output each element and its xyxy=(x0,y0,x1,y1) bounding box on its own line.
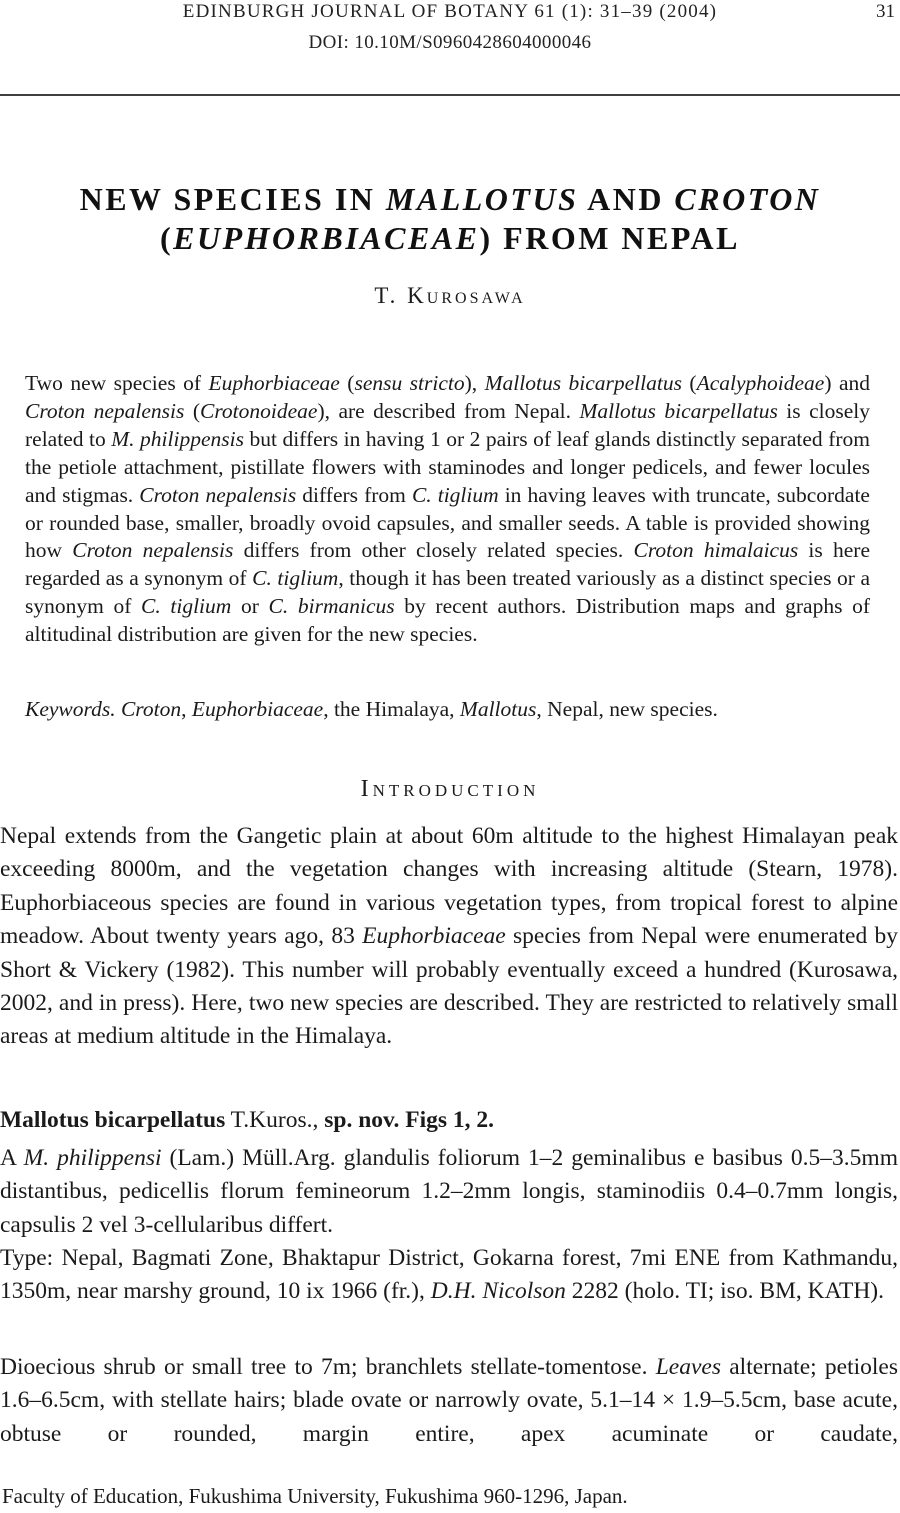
abstract-text: Two new species of Euphorbiaceae (sensu stricto), Mallotus bicarpellatus (Acalyphoideae) and Croton nepalensis (Crotonoideae), are described from Nepal. Mallotus bicarpellatus is closely related to M. philippensis but differs in having 1 or 2 pairs of leaf glands distinctly separated from the petiole attachment, pistillate flowers with staminodes and longer pedicels, and fewer locules and stigmas. Croton nepalensis differs from C. tiglium in having leaves with truncate, subcordate or rounded base, smaller, broadly ovoid capsules, and smaller seeds. A table is provided showing how Croton nepalensis differs from other closely related species. Croton himalaicus is here regarded as a synonym of C. tiglium, though it has been treated variously as a distinct species or a synonym of C. tiglium or C. birmanicus by recent authors. Distribution maps and graphs of altitudinal distribution are given for the new species. xyxy=(25,371,870,647)
page-number: 31 xyxy=(876,1,895,22)
doi-line: DOI: 10.10M/S0960428604000046 xyxy=(308,32,592,53)
keywords-line: Keywords. Croton, Euphorbiaceae, the Himalaya, Mallotus, Nepal, new species. xyxy=(25,697,718,721)
header-divider xyxy=(0,94,900,96)
running-head: EDINBURGH JOURNAL OF BOTANY 61 (1): 31–39 (2004) xyxy=(182,1,718,22)
type-statement: Type: Nepal, Bagmati Zone, Bhaktapur District, Gokarna forest, 7mi ENE from Kathmandu, 1350m, near marshy ground, 10 ix 1966 (fr.), D.H. Nicolson 2282 (holo. TI; iso. BM, KATH). xyxy=(0,1245,898,1305)
author-name: T. Kurosawa xyxy=(374,283,526,308)
species-heading: Mallotus bicarpellatus T.Kuros., sp. nov. Figs 1, 2. xyxy=(0,1107,495,1133)
paper-title-line2: (EUPHORBIACEAE) FROM NEPAL xyxy=(160,220,740,256)
species-description: Dioecious shrub or small tree to 7m; branchlets stellate-tomentose. Leaves alternate; petioles 1.6–6.5cm, with stellate hairs; blade ovate or narrowly ovate, 5.1–14 × 1.9–5.5cm, base acute, obtuse or rounded, margin entire, apex acuminate or caudate, xyxy=(0,1354,898,1447)
introduction-paragraph: Nepal extends from the Gangetic plain at about 60m altitude to the highest Himalayan peak exceeding 8000m, and the vegetation changes with increasing altitude (Stearn, 1978). Euphorbiaceous species are found in various vegetation types, from tropical forest to alpine meadow. About twenty years ago, 83 Euphorbiaceae species from Nepal were enumerated by Short & Vickery (1982). This number will probably eventually exceed a hundred (Kurosawa, 2002, and in press). Here, two new species are described. They are restricted to relatively small areas at medium altitude in the Himalaya. xyxy=(0,823,899,1050)
introduction-heading: Introduction xyxy=(360,776,540,802)
latin-diagnosis: A M. philippensi (Lam.) Müll.Arg. glandulis foliorum 1–2 geminalibus e basibus 0.5–3.5mm distantibus, pedicellis florum femineorum 1.2–2mm longis, staminodiis 0.4–0.7mm longis, capsulis 2 vel 3-cellularibus differt. xyxy=(0,1145,898,1238)
paper-title-line1: NEW SPECIES IN MALLOTUS AND CROTON xyxy=(79,181,821,217)
affiliation-footnote: Faculty of Education, Fukushima University, Fukushima 960-1296, Japan. xyxy=(2,1484,628,1508)
paper-title xyxy=(0,180,900,258)
